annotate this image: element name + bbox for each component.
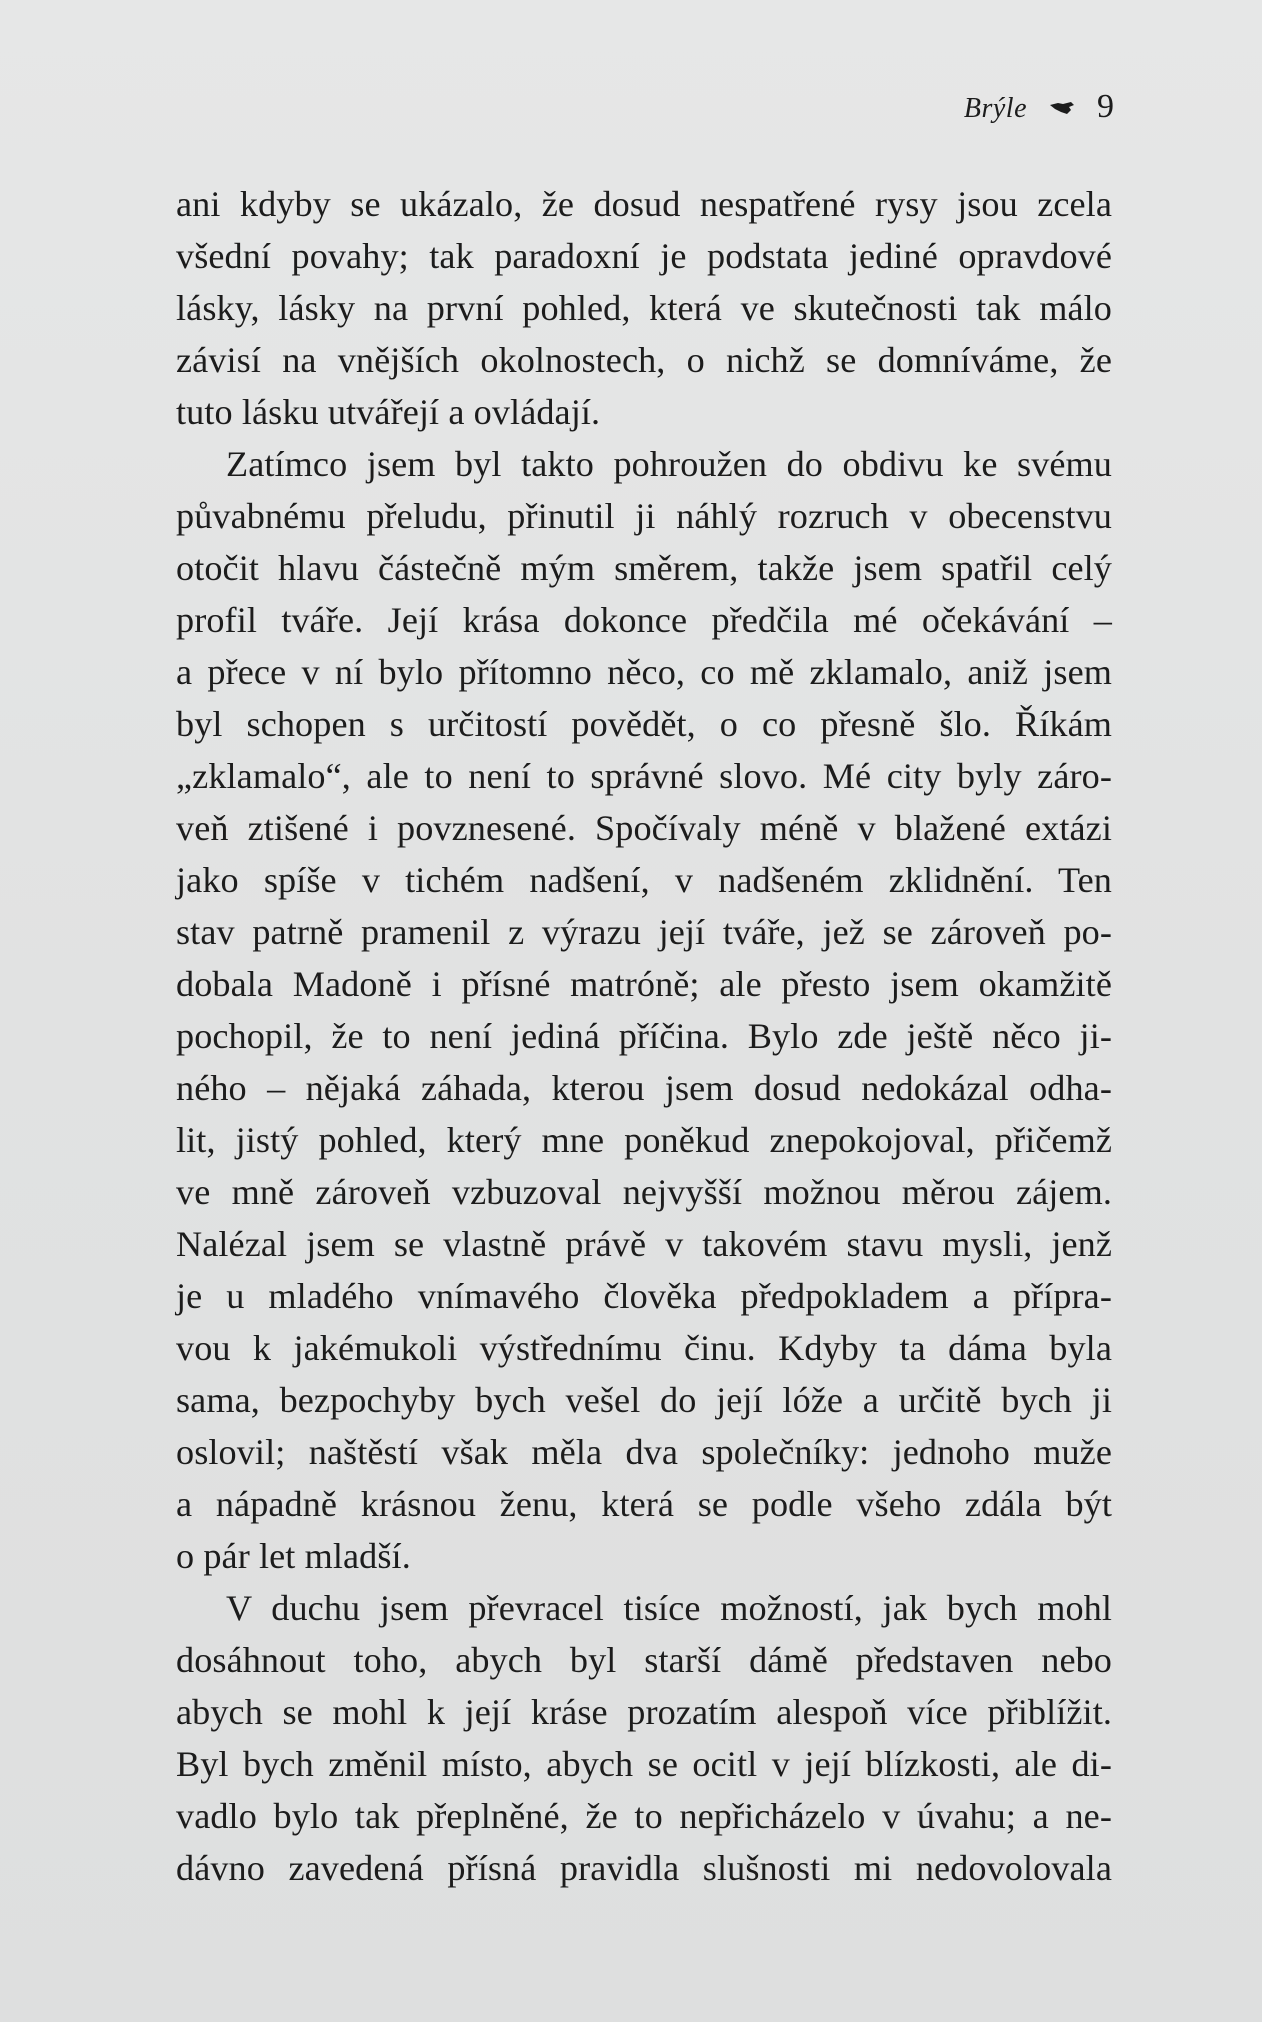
text-line: „zklamalo“, ale to není to správné slovo. Mé city byly záro- (176, 756, 1112, 796)
text-line: sama, bezpochyby bych vešel do její lóže a určitě bych ji (176, 1380, 1112, 1420)
text-line: vou k jakémukoli výstřednímu činu. Kdyby ta dáma byla (176, 1328, 1112, 1368)
text-line: je u mladého vnímavého člověka předpokladem a přípra- (176, 1276, 1112, 1316)
text-line: o pár let mladší. (176, 1536, 411, 1576)
text-line: byl schopen s určitostí povědět, o co přesně šlo. Říkám (176, 704, 1112, 744)
text-line: půvabnému přeludu, přinutil ji náhlý rozruch v obecenstvu (176, 496, 1112, 536)
chapter-title: Brýle (963, 93, 1027, 124)
text-line: dávno zavedená přísná pravidla slušnosti mi nedovolovala (176, 1848, 1112, 1888)
text-line: veň ztišené i povznesené. Spočívaly méně v blažené extázi (176, 808, 1112, 848)
pointing-hand-ornament-icon (1049, 101, 1075, 115)
text-line: oslovil; naštěstí však měla dva společníky: jednoho muže (176, 1432, 1112, 1472)
text-line: Byl bych změnil místo, abych se ocitl v její blízkosti, ale di- (176, 1744, 1112, 1784)
text-line: závisí na vnějších okolnostech, o nichž se domníváme, že (176, 340, 1112, 380)
text-line: profil tváře. Její krása dokonce předčila mé očekávání – (176, 600, 1112, 640)
text-line: ve mně zároveň vzbuzoval nejvyšší možnou měrou zájem. (176, 1172, 1112, 1212)
text-line: ného – nějaká záhada, kterou jsem dosud nedokázal odha- (176, 1068, 1112, 1108)
text-line: a nápadně krásnou ženu, která se podle všeho zdála být (176, 1484, 1112, 1524)
text-line: abych se mohl k její kráse prozatím alespoň více přiblížit. (176, 1692, 1112, 1732)
text-line: Nalézal jsem se vlastně právě v takovém stavu mysli, jenž (176, 1224, 1112, 1264)
paragraph-first-line: Zatímco jsem byl takto pohroužen do obdivu ke svému (226, 444, 1112, 484)
paragraph-first-line: V duchu jsem převracel tisíce možností, jak bych mohl (226, 1588, 1112, 1628)
text-line: tuto lásku utvářejí a ovládají. (176, 392, 601, 432)
text-line: stav patrně pramenil z výrazu její tváře, jež se zároveň po- (176, 912, 1112, 952)
text-line: pochopil, že to není jediná příčina. Bylo zde ještě něco ji- (176, 1016, 1112, 1056)
text-line: lásky, lásky na první pohled, která ve skutečnosti tak málo (176, 288, 1112, 328)
running-header (964, 88, 1114, 126)
text-line: dobala Madoně i přísné matróně; ale přesto jsem okamžitě (176, 964, 1112, 1004)
page-number: 9 (1097, 88, 1114, 125)
text-line: vadlo bylo tak přeplněné, že to nepřicházelo v úvahu; a ne- (176, 1796, 1112, 1836)
text-line: a přece v ní bylo přítomno něco, co mě zklamalo, aniž jsem (176, 652, 1112, 692)
text-line: ani kdyby se ukázalo, že dosud nespatřené rysy jsou zcela (176, 184, 1112, 224)
text-line: lit, jistý pohled, který mne poněkud znepokojoval, přičemž (176, 1120, 1112, 1160)
body-text (176, 178, 1112, 1894)
text-line: dosáhnout toho, abych byl starší dámě představen nebo (176, 1640, 1112, 1680)
text-line: všední povahy; tak paradoxní je podstata jediné opravdové (176, 236, 1112, 276)
text-line: otočit hlavu částečně mým směrem, takže jsem spatřil celý (176, 548, 1112, 588)
text-line: jako spíše v tichém nadšení, v nadšeném zklidnění. Ten (176, 860, 1112, 900)
